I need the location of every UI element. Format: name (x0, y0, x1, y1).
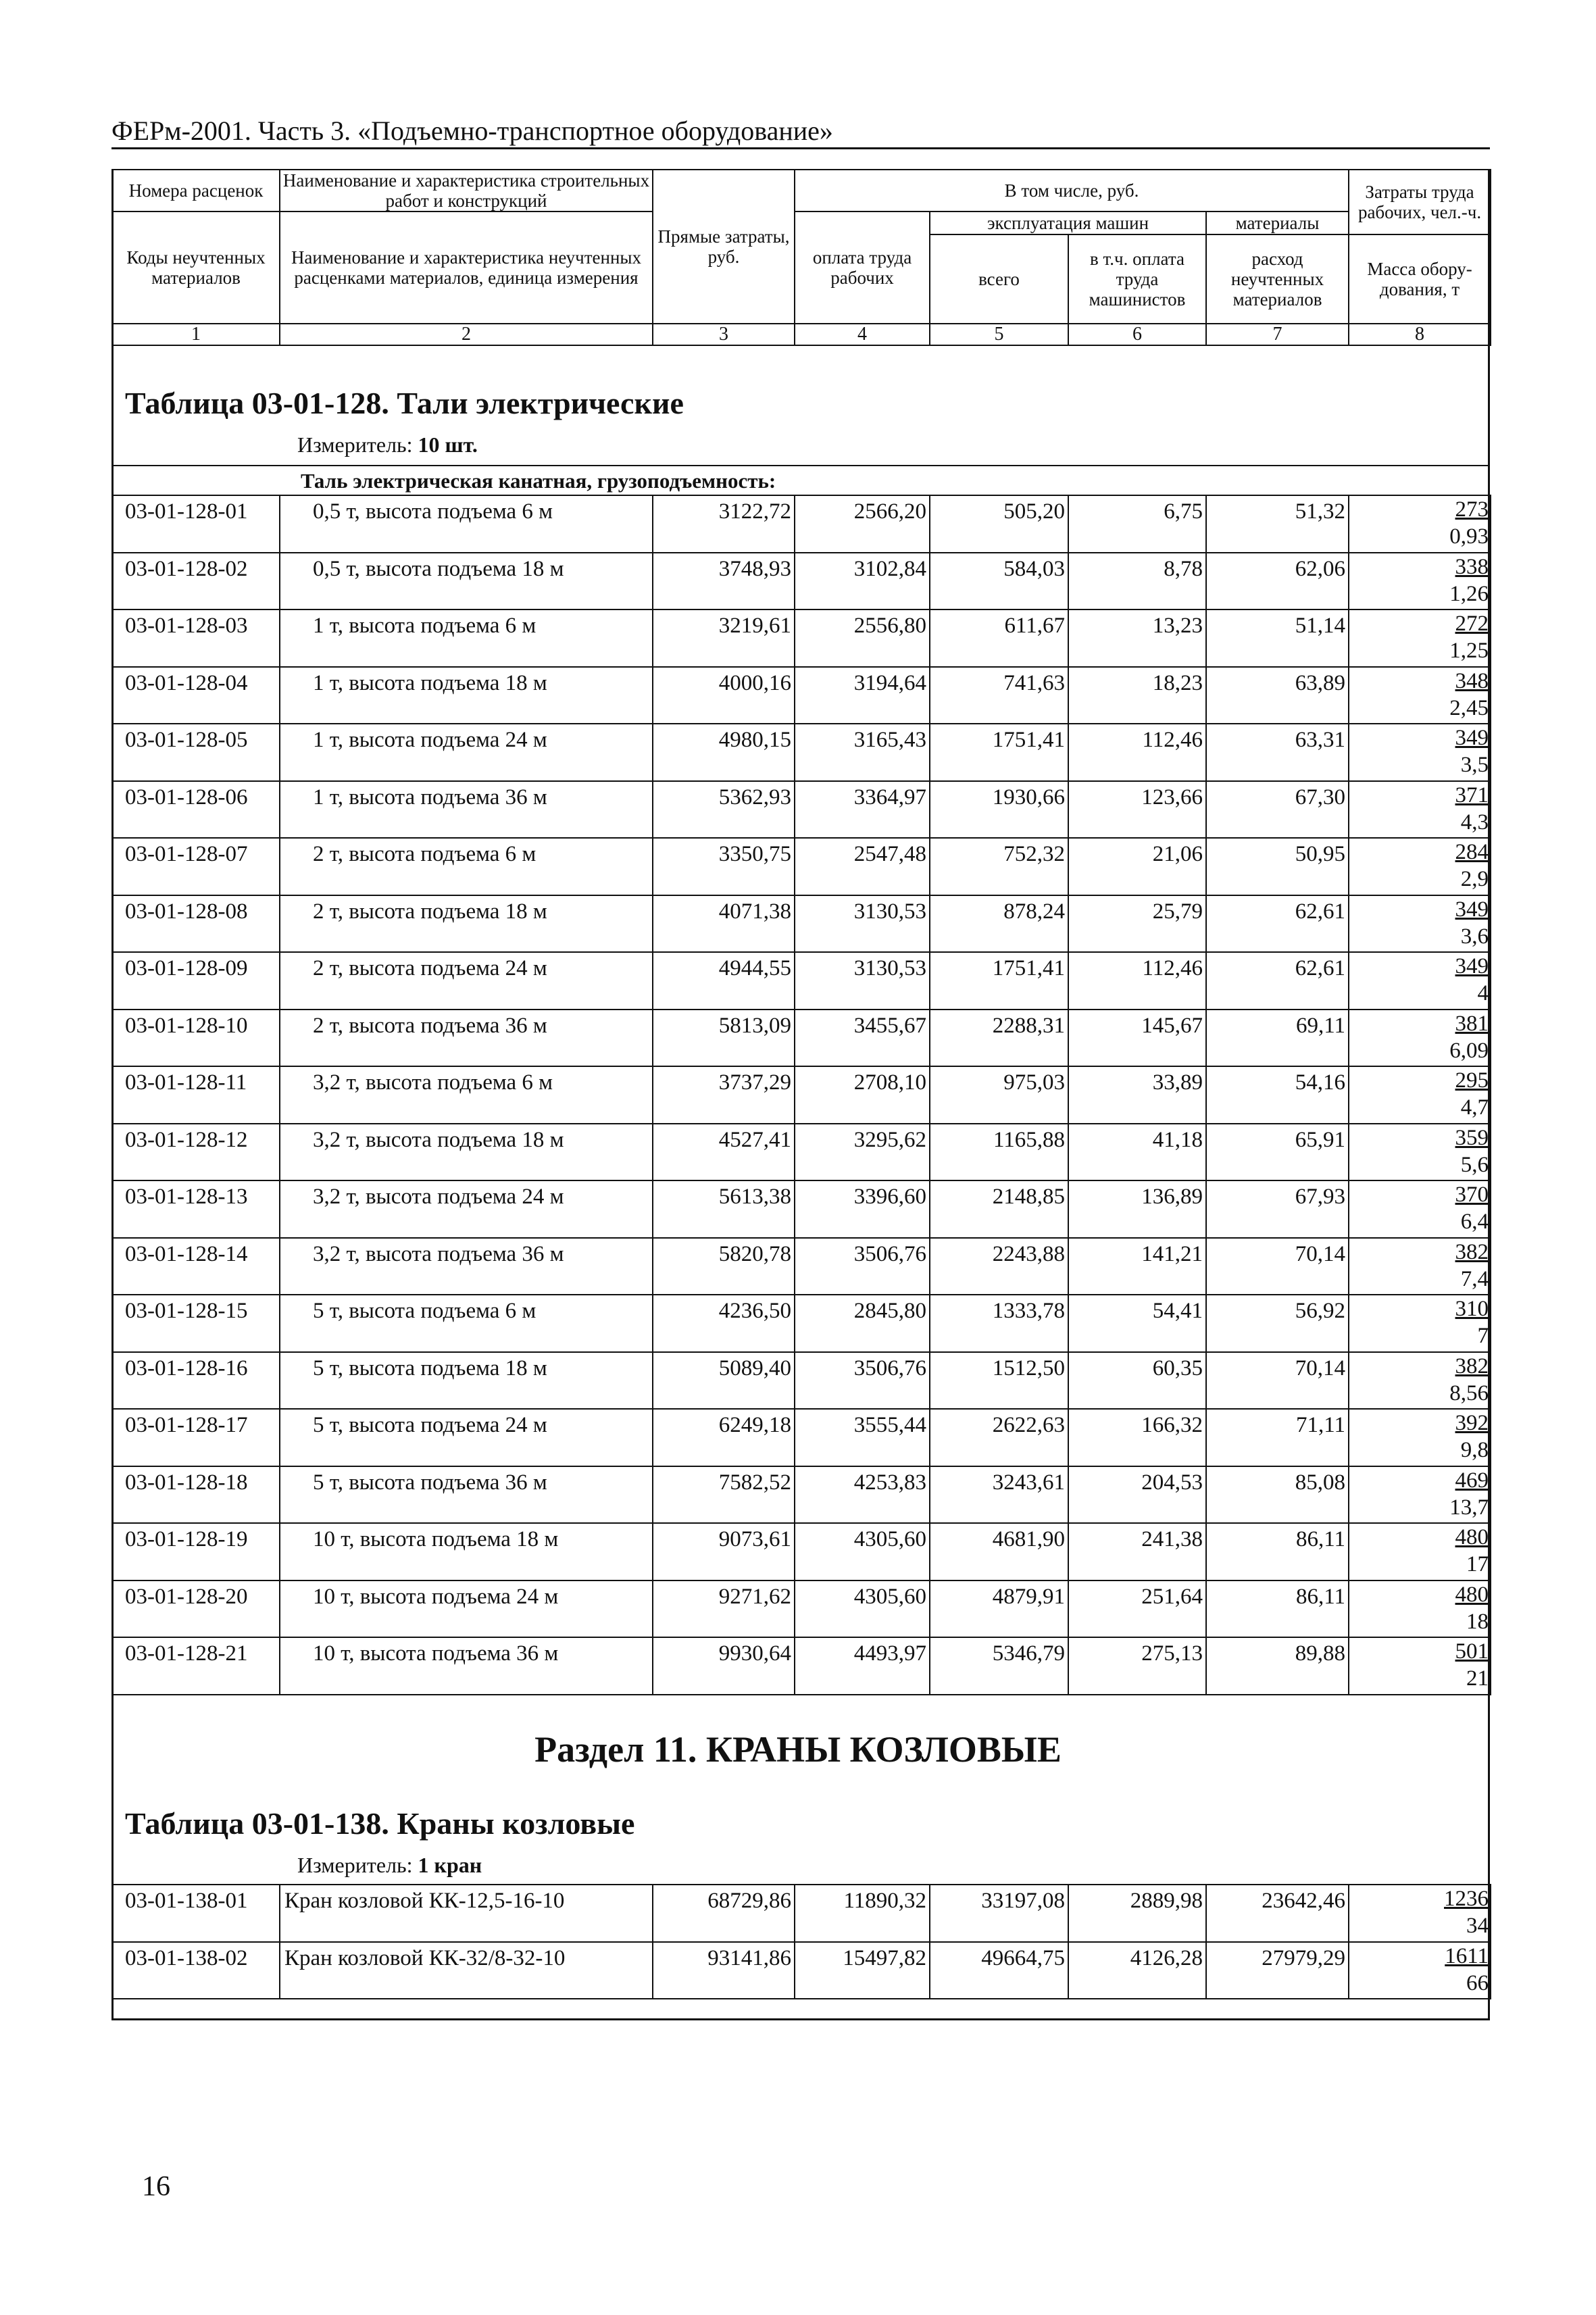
equipment-mass: 2,9 (1460, 867, 1489, 891)
materials-cost: 27979,29 (1206, 1942, 1349, 1999)
direct-costs: 9073,61 (653, 1523, 795, 1580)
equipment-mass: 66 (1466, 1970, 1489, 1995)
rate-code: 03-01-128-19 (112, 1523, 280, 1580)
materials-cost: 62,61 (1206, 895, 1349, 953)
machine-operation: 2148,85 (930, 1180, 1068, 1238)
equipment-mass: 4,3 (1460, 810, 1489, 835)
equipment-mass: 3,6 (1460, 924, 1489, 949)
direct-costs: 4236,50 (653, 1295, 795, 1352)
table-row (112, 724, 1491, 781)
col-number: 7 (1206, 324, 1349, 345)
labor-and-mass (1349, 1885, 1491, 1942)
table-row (112, 1523, 1491, 1580)
table-row (112, 838, 1491, 895)
labor-pay: 2556,80 (795, 609, 930, 667)
col-header-including: В том числе, руб. (795, 170, 1349, 211)
machinist-pay: 241,38 (1068, 1523, 1206, 1580)
labor-costs: 382 (1455, 1353, 1489, 1378)
col-header-unaccounted-name: Наименование и характеристика неучтенных расценками материалов, единица измерения (280, 211, 653, 324)
work-name: 2 т, высота подъема 18 м (280, 895, 653, 953)
rate-code: 03-01-128-21 (112, 1637, 280, 1695)
labor-pay: 11890,32 (795, 1885, 930, 1942)
labor-costs: 349 (1455, 726, 1489, 750)
table-row (112, 1466, 1491, 1524)
materials-cost: 86,11 (1206, 1580, 1349, 1638)
machinist-pay: 141,21 (1068, 1238, 1206, 1295)
materials-cost: 65,91 (1206, 1124, 1349, 1181)
labor-costs: 382 (1455, 1239, 1489, 1264)
machine-operation: 2622,63 (930, 1409, 1068, 1466)
labor-and-mass (1349, 1580, 1491, 1638)
work-name: 10 т, высота подъема 24 м (280, 1580, 653, 1638)
labor-costs: 338 (1455, 554, 1489, 579)
rate-code: 03-01-128-14 (112, 1238, 280, 1295)
col-number: 8 (1349, 324, 1491, 345)
col-header-total: всего (930, 234, 1068, 324)
machine-operation: 2243,88 (930, 1238, 1068, 1295)
machine-operation: 3243,61 (930, 1466, 1068, 1524)
col-number: 2 (280, 324, 653, 345)
machinist-pay: 25,79 (1068, 895, 1206, 953)
labor-costs: 349 (1455, 897, 1489, 922)
labor-pay: 3455,67 (795, 1010, 930, 1067)
materials-cost: 63,89 (1206, 667, 1349, 724)
rate-code: 03-01-128-06 (112, 781, 280, 839)
machine-operation: 584,03 (930, 553, 1068, 610)
col-header-unaccounted-codes: Коды неучтенных материалов (112, 211, 280, 324)
direct-costs: 4071,38 (653, 895, 795, 953)
machinist-pay: 275,13 (1068, 1637, 1206, 1695)
labor-costs: 295 (1455, 1068, 1489, 1093)
direct-costs: 68729,86 (653, 1885, 795, 1942)
equipment-mass: 4 (1477, 981, 1489, 1005)
machinist-pay: 21,06 (1068, 838, 1206, 895)
labor-costs: 480 (1455, 1582, 1489, 1607)
rate-code: 03-01-128-09 (112, 952, 280, 1010)
labor-and-mass (1349, 1124, 1491, 1181)
work-name: 1 т, высота подъема 36 м (280, 781, 653, 839)
work-name: 1 т, высота подъема 24 м (280, 724, 653, 781)
equipment-mass: 1,26 (1449, 581, 1489, 606)
labor-costs: 272 (1455, 612, 1489, 636)
rate-code: 03-01-128-12 (112, 1124, 280, 1181)
page-number: 16 (142, 2171, 170, 2202)
labor-costs: 310 (1455, 1297, 1489, 1321)
rate-code: 03-01-128-07 (112, 838, 280, 895)
materials-cost: 85,08 (1206, 1466, 1349, 1524)
rate-code: 03-01-138-02 (112, 1942, 280, 1999)
labor-and-mass (1349, 1352, 1491, 1410)
work-name: 2 т, высота подъема 24 м (280, 952, 653, 1010)
work-name: 2 т, высота подъема 6 м (280, 838, 653, 895)
work-name: 5 т, высота подъема 18 м (280, 1352, 653, 1410)
labor-and-mass (1349, 1942, 1491, 1999)
col-number: 4 (795, 324, 930, 345)
labor-costs: 359 (1455, 1125, 1489, 1150)
machine-operation: 33197,08 (930, 1885, 1068, 1942)
machinist-pay: 166,32 (1068, 1409, 1206, 1466)
rate-code: 03-01-128-13 (112, 1180, 280, 1238)
rate-code: 03-01-128-20 (112, 1580, 280, 1638)
equipment-mass: 6,4 (1460, 1210, 1489, 1234)
materials-cost: 56,92 (1206, 1295, 1349, 1352)
machinist-pay: 204,53 (1068, 1466, 1206, 1524)
machinist-pay: 8,78 (1068, 553, 1206, 610)
labor-pay: 3295,62 (795, 1124, 930, 1181)
work-name: 3,2 т, высота подъема 36 м (280, 1238, 653, 1295)
machinist-pay: 145,67 (1068, 1010, 1206, 1067)
measure-value: 1 кран (418, 1853, 482, 1877)
work-name: 5 т, высота подъема 6 м (280, 1295, 653, 1352)
col-header-materials: материалы (1206, 211, 1349, 234)
labor-and-mass (1349, 553, 1491, 610)
labor-pay: 2547,48 (795, 838, 930, 895)
measure-label: Измеритель: (297, 1853, 418, 1877)
labor-costs: 381 (1455, 1011, 1489, 1036)
header-rule (111, 147, 1490, 149)
labor-pay: 3102,84 (795, 553, 930, 610)
col-header-unaccounted-materials: расход неучтенных материалов (1206, 234, 1349, 324)
machine-operation: 1751,41 (930, 724, 1068, 781)
machinist-pay: 18,23 (1068, 667, 1206, 724)
labor-and-mass (1349, 1409, 1491, 1466)
measure-value: 10 шт. (418, 432, 478, 457)
col-number: 5 (930, 324, 1068, 345)
machinist-pay: 13,23 (1068, 609, 1206, 667)
materials-cost: 54,16 (1206, 1066, 1349, 1124)
equipment-mass: 7 (1477, 1324, 1489, 1348)
labor-and-mass (1349, 1466, 1491, 1524)
table-row (112, 1124, 1491, 1181)
work-name: 10 т, высота подъема 36 м (280, 1637, 653, 1695)
running-header: ФЕРм-2001. Часть 3. «Подъемно-транспортное оборудование» (111, 116, 833, 146)
materials-cost: 23642,46 (1206, 1885, 1349, 1942)
table-row (112, 1180, 1491, 1238)
col-header-machinist-pay: в т.ч. оплата труда машинистов (1068, 234, 1206, 324)
labor-costs: 273 (1455, 497, 1489, 522)
machinist-pay: 112,46 (1068, 952, 1206, 1010)
table-03-01-138 (111, 1884, 1491, 1999)
machine-operation: 752,32 (930, 838, 1068, 895)
machine-operation: 49664,75 (930, 1942, 1068, 1999)
materials-cost: 67,93 (1206, 1180, 1349, 1238)
labor-costs: 392 (1455, 1411, 1489, 1435)
labor-costs: 348 (1455, 668, 1489, 693)
rate-code: 03-01-128-03 (112, 609, 280, 667)
machine-operation: 878,24 (930, 895, 1068, 953)
table-title: Таблица 03-01-138. Краны козловые (125, 1806, 635, 1841)
measure-label: Измеритель: (297, 432, 418, 457)
labor-and-mass (1349, 1010, 1491, 1067)
machinist-pay: 33,89 (1068, 1066, 1206, 1124)
machinist-pay: 6,75 (1068, 495, 1206, 553)
work-name: 5 т, высота подъема 24 м (280, 1409, 653, 1466)
materials-cost: 51,14 (1206, 609, 1349, 667)
equipment-mass: 21 (1466, 1666, 1489, 1691)
labor-pay: 15497,82 (795, 1942, 930, 1999)
table-row (112, 1409, 1491, 1466)
work-name: 1 т, высота подъема 18 м (280, 667, 653, 724)
machine-operation: 4879,91 (930, 1580, 1068, 1638)
column-header-table (111, 169, 1491, 346)
rate-code: 03-01-128-08 (112, 895, 280, 953)
labor-pay: 4305,60 (795, 1523, 930, 1580)
labor-pay: 4253,83 (795, 1466, 930, 1524)
table-row (112, 1295, 1491, 1352)
col-header-name: Наименование и характеристика строительных работ и конструкций (280, 170, 653, 211)
machine-operation: 1930,66 (930, 781, 1068, 839)
rate-code: 03-01-128-05 (112, 724, 280, 781)
materials-cost: 70,14 (1206, 1352, 1349, 1410)
materials-cost: 67,30 (1206, 781, 1349, 839)
col-header-equipment-mass: Масса обору-дования, т (1349, 234, 1491, 324)
equipment-mass: 9,8 (1460, 1438, 1489, 1462)
machinist-pay: 2889,98 (1068, 1885, 1206, 1942)
labor-pay: 4305,60 (795, 1580, 930, 1638)
table-row (112, 1352, 1491, 1410)
machinist-pay: 112,46 (1068, 724, 1206, 781)
materials-cost: 62,61 (1206, 952, 1349, 1010)
labor-and-mass (1349, 895, 1491, 953)
labor-and-mass (1349, 667, 1491, 724)
work-name: 3,2 т, высота подъема 18 м (280, 1124, 653, 1181)
labor-and-mass (1349, 609, 1491, 667)
rate-code: 03-01-128-10 (112, 1010, 280, 1067)
labor-costs: 1236 (1444, 1887, 1489, 1911)
direct-costs: 3122,72 (653, 495, 795, 553)
rate-code: 03-01-128-18 (112, 1466, 280, 1524)
work-name: 10 т, высота подъема 18 м (280, 1523, 653, 1580)
work-name: 2 т, высота подъема 36 м (280, 1010, 653, 1067)
labor-costs: 469 (1455, 1468, 1489, 1493)
machine-operation: 1333,78 (930, 1295, 1068, 1352)
work-name: Кран козловой КК-32/8-32-10 (280, 1942, 653, 1999)
machine-operation: 1165,88 (930, 1124, 1068, 1181)
equipment-mass: 7,4 (1460, 1266, 1489, 1291)
machine-operation: 5346,79 (930, 1637, 1068, 1695)
machine-operation: 2288,31 (930, 1010, 1068, 1067)
col-number: 6 (1068, 324, 1206, 345)
work-name: 0,5 т, высота подъема 18 м (280, 553, 653, 610)
rate-code: 03-01-128-17 (112, 1409, 280, 1466)
table-row (112, 1010, 1491, 1067)
table-row (112, 1580, 1491, 1638)
table-row (112, 1066, 1491, 1124)
work-name: 0,5 т, высота подъема 6 м (280, 495, 653, 553)
machinist-pay: 54,41 (1068, 1295, 1206, 1352)
direct-costs: 4527,41 (653, 1124, 795, 1181)
labor-and-mass (1349, 1637, 1491, 1695)
machinist-pay: 251,64 (1068, 1580, 1206, 1638)
table-row (112, 495, 1491, 553)
labor-and-mass (1349, 495, 1491, 553)
direct-costs: 93141,86 (653, 1942, 795, 1999)
col-number: 1 (112, 324, 280, 345)
equipment-mass: 4,7 (1460, 1095, 1489, 1120)
subgroup-label: Таль электрическая канатная, грузоподъемность: (301, 469, 776, 493)
work-name: 5 т, высота подъема 36 м (280, 1466, 653, 1524)
labor-and-mass (1349, 1180, 1491, 1238)
direct-costs: 5813,09 (653, 1010, 795, 1067)
labor-pay: 3364,97 (795, 781, 930, 839)
rate-code: 03-01-128-04 (112, 667, 280, 724)
rate-code: 03-01-128-16 (112, 1352, 280, 1410)
table-row (112, 1637, 1491, 1695)
labor-costs: 284 (1455, 840, 1489, 864)
direct-costs: 3737,29 (653, 1066, 795, 1124)
labor-pay: 4493,97 (795, 1637, 930, 1695)
col-header-machine-operation: эксплуатация машин (930, 211, 1206, 234)
labor-pay: 3506,76 (795, 1238, 930, 1295)
direct-costs: 9271,62 (653, 1580, 795, 1638)
labor-costs: 480 (1455, 1525, 1489, 1549)
direct-costs: 6249,18 (653, 1409, 795, 1466)
machine-operation: 1751,41 (930, 952, 1068, 1010)
machinist-pay: 41,18 (1068, 1124, 1206, 1181)
labor-and-mass (1349, 1295, 1491, 1352)
table-row (112, 781, 1491, 839)
machine-operation: 4681,90 (930, 1523, 1068, 1580)
work-name: 3,2 т, высота подъема 6 м (280, 1066, 653, 1124)
equipment-mass: 8,56 (1449, 1380, 1489, 1405)
labor-pay: 3396,60 (795, 1180, 930, 1238)
direct-costs: 3219,61 (653, 609, 795, 667)
work-name: 1 т, высота подъема 6 м (280, 609, 653, 667)
labor-and-mass (1349, 1238, 1491, 1295)
direct-costs: 3748,93 (653, 553, 795, 610)
col-number: 3 (653, 324, 795, 345)
labor-pay: 3506,76 (795, 1352, 930, 1410)
equipment-mass: 0,93 (1449, 524, 1489, 549)
materials-cost: 71,11 (1206, 1409, 1349, 1466)
table-row (112, 1238, 1491, 1295)
table-row (112, 553, 1491, 610)
equipment-mass: 2,45 (1449, 695, 1489, 720)
rate-code: 03-01-128-15 (112, 1295, 280, 1352)
materials-cost: 63,31 (1206, 724, 1349, 781)
labor-and-mass (1349, 781, 1491, 839)
machinist-pay: 4126,28 (1068, 1942, 1206, 1999)
rate-code: 03-01-128-01 (112, 495, 280, 553)
work-name: Кран козловой КК-12,5-16-10 (280, 1885, 653, 1942)
table-row (112, 1885, 1491, 1942)
machine-operation: 975,03 (930, 1066, 1068, 1124)
equipment-mass: 1,25 (1449, 639, 1489, 663)
machinist-pay: 123,66 (1068, 781, 1206, 839)
equipment-mass: 5,6 (1460, 1152, 1489, 1177)
labor-costs: 501 (1455, 1639, 1489, 1664)
labor-and-mass (1349, 1066, 1491, 1124)
direct-costs: 3350,75 (653, 838, 795, 895)
labor-pay: 3555,44 (795, 1409, 930, 1466)
equipment-mass: 34 (1466, 1914, 1489, 1938)
materials-cost: 62,06 (1206, 553, 1349, 610)
machine-operation: 611,67 (930, 609, 1068, 667)
section-title: Раздел 11. КРАНЫ КОЗЛОВЫЕ (534, 1729, 1062, 1770)
labor-and-mass (1349, 952, 1491, 1010)
machine-operation: 505,20 (930, 495, 1068, 553)
labor-pay: 3194,64 (795, 667, 930, 724)
materials-cost: 86,11 (1206, 1523, 1349, 1580)
direct-costs: 7582,52 (653, 1466, 795, 1524)
table-row (112, 895, 1491, 953)
direct-costs: 5613,38 (653, 1180, 795, 1238)
direct-costs: 4980,15 (653, 724, 795, 781)
machine-operation: 1512,50 (930, 1352, 1068, 1410)
rate-code: 03-01-128-02 (112, 553, 280, 610)
machinist-pay: 136,89 (1068, 1180, 1206, 1238)
col-header-direct-costs: Прямые затраты, руб. (653, 170, 795, 324)
col-header-labor-pay: оплата труда рабочих (795, 211, 930, 324)
equipment-mass: 13,7 (1449, 1495, 1489, 1520)
direct-costs: 4944,55 (653, 952, 795, 1010)
labor-pay: 3130,53 (795, 952, 930, 1010)
materials-cost: 70,14 (1206, 1238, 1349, 1295)
labor-costs: 370 (1455, 1183, 1489, 1207)
subgroup-row (111, 465, 1490, 495)
col-header-labor-costs: Затраты труда рабочих, чел.-ч. (1349, 170, 1491, 234)
materials-cost: 69,11 (1206, 1010, 1349, 1067)
direct-costs: 4000,16 (653, 667, 795, 724)
machine-operation: 741,63 (930, 667, 1068, 724)
table-title: Таблица 03-01-128. Тали электрические (125, 386, 684, 420)
labor-costs: 349 (1455, 954, 1489, 978)
table-row (112, 667, 1491, 724)
table-03-01-128 (111, 495, 1491, 1695)
labor-pay: 3130,53 (795, 895, 930, 953)
labor-pay: 2845,80 (795, 1295, 930, 1352)
direct-costs: 9930,64 (653, 1637, 795, 1695)
equipment-mass: 18 (1466, 1609, 1489, 1634)
labor-and-mass (1349, 838, 1491, 895)
labor-and-mass (1349, 724, 1491, 781)
direct-costs: 5089,40 (653, 1352, 795, 1410)
rate-code: 03-01-138-01 (112, 1885, 280, 1942)
labor-pay: 2566,20 (795, 495, 930, 553)
labor-pay: 3165,43 (795, 724, 930, 781)
labor-and-mass (1349, 1523, 1491, 1580)
table-row (112, 609, 1491, 667)
col-header-codes: Номера расценок (112, 170, 280, 211)
equipment-mass: 17 (1466, 1552, 1489, 1576)
equipment-mass: 6,09 (1449, 1038, 1489, 1063)
direct-costs: 5820,78 (653, 1238, 795, 1295)
materials-cost: 51,32 (1206, 495, 1349, 553)
direct-costs: 5362,93 (653, 781, 795, 839)
rate-code: 03-01-128-11 (112, 1066, 280, 1124)
table-row (112, 952, 1491, 1010)
equipment-mass: 3,5 (1460, 753, 1489, 777)
materials-cost: 50,95 (1206, 838, 1349, 895)
machinist-pay: 60,35 (1068, 1352, 1206, 1410)
materials-cost: 89,88 (1206, 1637, 1349, 1695)
measure-unit (297, 432, 478, 457)
work-name: 3,2 т, высота подъема 24 м (280, 1180, 653, 1238)
labor-pay: 2708,10 (795, 1066, 930, 1124)
measure-unit (297, 1853, 482, 1878)
labor-costs: 1611 (1445, 1943, 1489, 1968)
labor-costs: 371 (1455, 782, 1489, 807)
table-row (112, 1942, 1491, 1999)
